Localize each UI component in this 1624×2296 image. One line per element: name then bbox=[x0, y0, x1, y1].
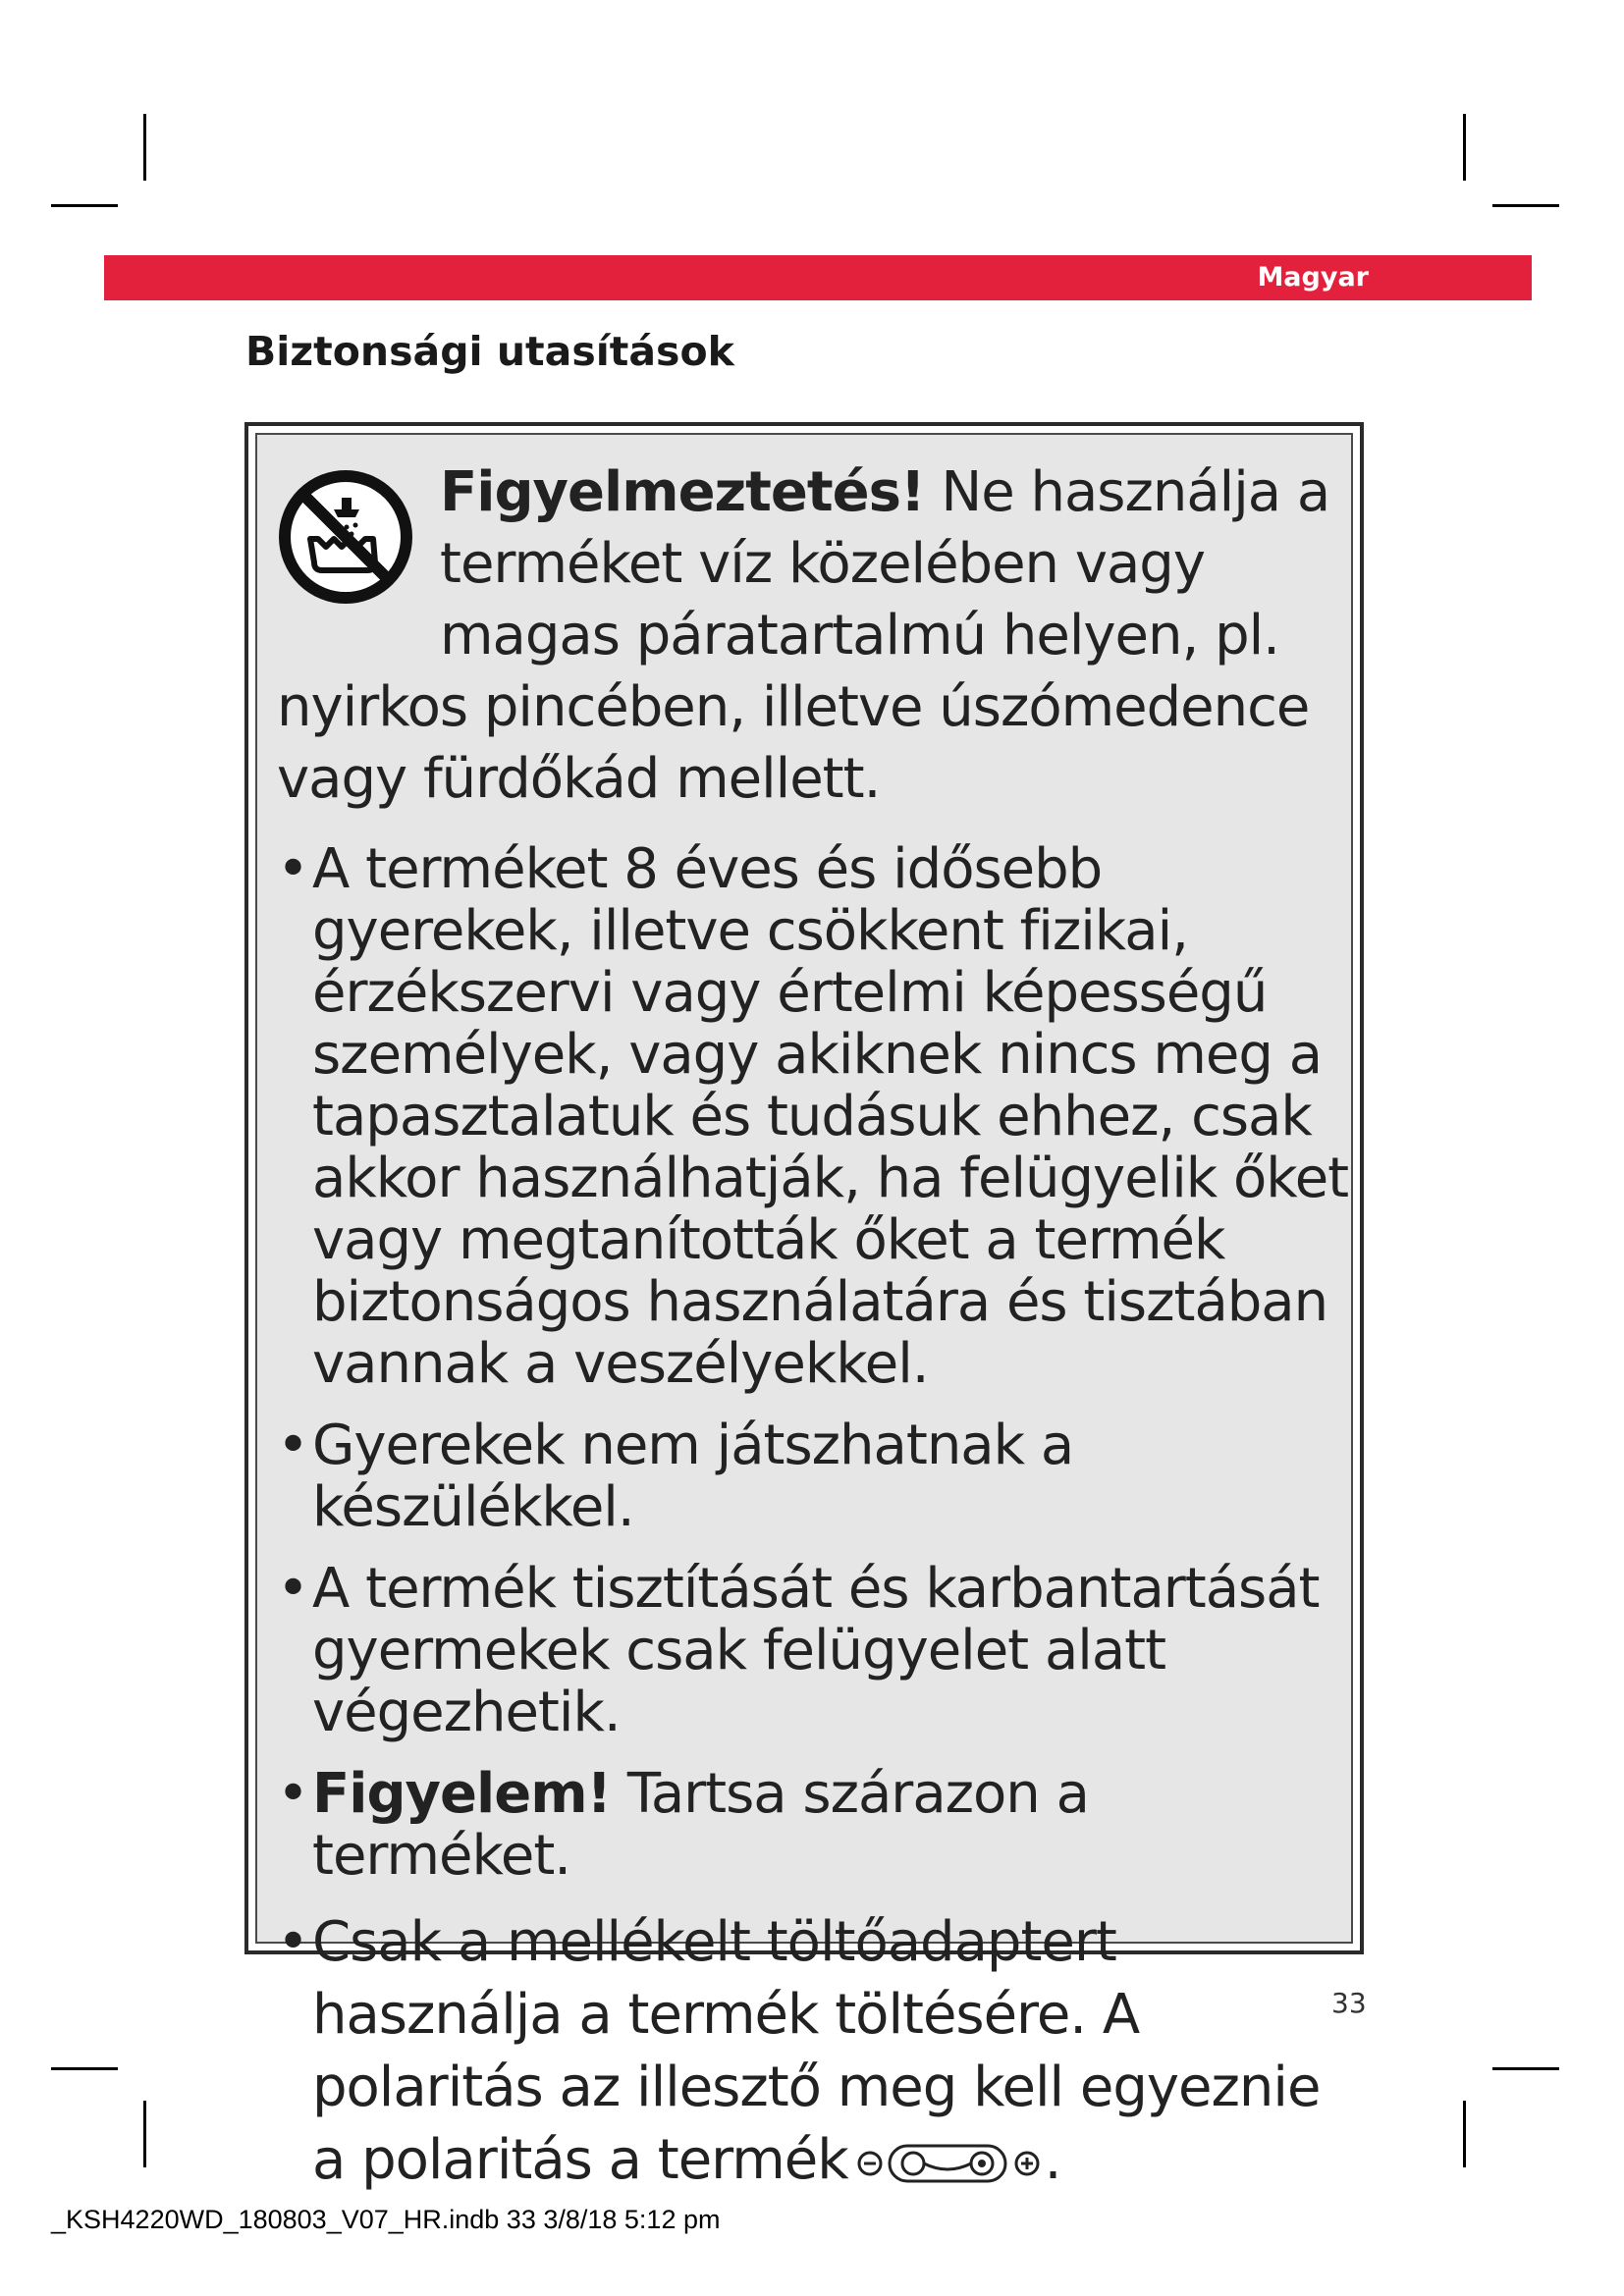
warning-intro-text: Ne használja a terméket víz közelében vagy magas páratartalmú helyen, pl. nyirkos pincében, illetve úszómedence vagy fürdőkád mellett. bbox=[277, 460, 1330, 811]
polarity-symbol-icon bbox=[856, 2142, 1045, 2185]
bullet-text: A termék tisztítását és karbantartását gyermekek csak felügyelet alatt végezhetik. bbox=[312, 1557, 1320, 1744]
list-item bbox=[277, 1558, 1351, 1743]
bullet-text: Gyerekek nem játszhatnak a készülékkel. bbox=[312, 1414, 1074, 1539]
warning-intro-bold: Figyelmeztetés! bbox=[440, 460, 925, 524]
bullet-text: Csak a mellékelt töltőadaptert használja a termék töltésére. A polaritás az illesztő meg kell egyeznie a polaritás a termék bbox=[312, 1910, 1321, 2192]
footer-slug: _KSH4220WD_180803_V07_HR.indb 33 3/8/18 5:12 pm bbox=[51, 2205, 721, 2234]
bullet-text: A terméket 8 éves és idősebb gyerekek, illetve csökkent fizikai, érzékszervi vagy értelmi képességű személyek, vagy akiknek nincs meg a tapasztalatuk és tudásuk ehhez, csak akkor használhatják, ha felügyelik őket vagy megtanították őket a termék biztonságos használatára és tisztában vannak a veszélyekkel. bbox=[312, 837, 1349, 1396]
list-item bbox=[277, 1415, 1351, 1538]
bullet-suffix: . bbox=[1044, 2128, 1061, 2192]
crop-mark-top-left-horizontal bbox=[51, 204, 118, 207]
list-item bbox=[277, 1906, 1351, 2197]
section-title: Biztonsági utasítások bbox=[245, 328, 734, 375]
language-bar bbox=[104, 255, 1532, 300]
list-item bbox=[277, 1763, 1351, 1887]
warning-intro bbox=[277, 456, 1351, 815]
no-water-use-icon bbox=[277, 468, 414, 606]
crop-mark-bottom-left-horizontal bbox=[51, 2067, 118, 2070]
crop-mark-bottom-right-horizontal bbox=[1492, 2067, 1559, 2070]
bullet-bold: Figyelem! bbox=[312, 1762, 612, 1826]
list-item bbox=[277, 838, 1351, 1395]
crop-mark-top-left-vertical bbox=[143, 114, 146, 181]
warning-text bbox=[277, 456, 1351, 2216]
crop-mark-top-right-horizontal bbox=[1492, 204, 1559, 207]
crop-mark-top-right-vertical bbox=[1463, 114, 1466, 181]
bullet-text: Tartsa szárazon a terméket. bbox=[312, 1762, 1089, 1888]
crop-mark-bottom-right-vertical bbox=[1463, 2101, 1466, 2167]
language-label: Magyar bbox=[1257, 262, 1369, 293]
crop-mark-bottom-left-vertical bbox=[143, 2101, 146, 2167]
warning-bullet-list bbox=[277, 838, 1351, 2197]
page-number: 33 bbox=[1331, 1987, 1367, 2019]
